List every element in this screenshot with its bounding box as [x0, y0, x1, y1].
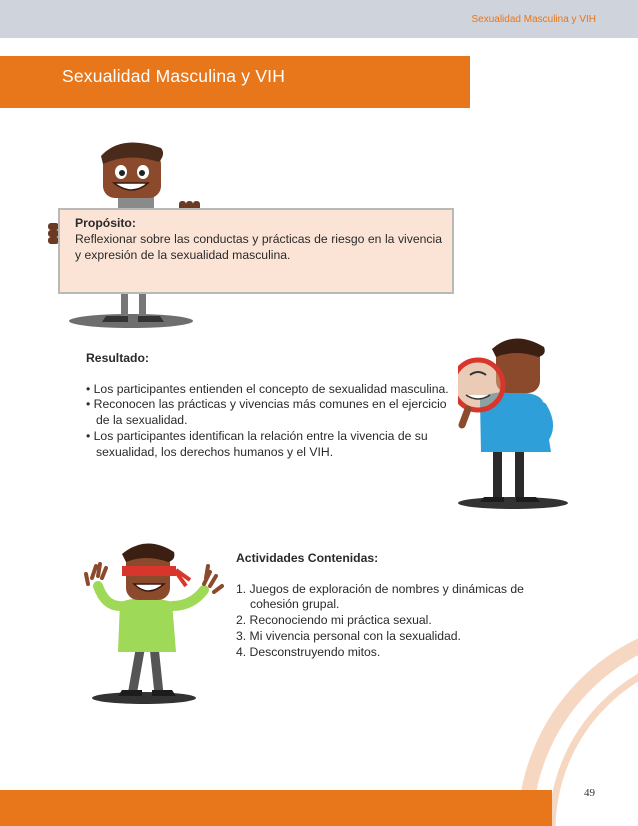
character-magnifier-illustration	[458, 335, 578, 515]
proposito-heading: Propósito:	[75, 216, 136, 230]
proposito-box	[58, 208, 454, 294]
actividades-heading: Actividades Contenidas:	[236, 551, 379, 565]
actividad-item: 3. Mi vivencia personal con la sexualidad.	[236, 628, 461, 643]
actividad-item: 4. Desconstruyendo mitos.	[236, 644, 381, 659]
resultado-item: • Reconocen las prácticas y vivencias más comunes en el ejercicio de la sexualidad.	[86, 397, 447, 428]
actividades-section	[236, 551, 576, 660]
actividad-item: 1. Juegos de exploración de nombres y dinámicas de cohesión grupal.	[236, 581, 524, 612]
resultado-heading: Resultado:	[86, 351, 149, 365]
page-number: 49	[584, 787, 595, 799]
page-title: Sexualidad Masculina y VIH	[62, 66, 286, 86]
footer-bar	[0, 790, 552, 826]
proposito-text: Reflexionar sobre las conductas y prácticas de riesgo en la vivencia y expresión de la sexualidad masculina.	[75, 232, 442, 262]
resultado-item: • Los participantes identifican la relación entre la vivencia de su sexualidad, los derechos humanos y el VIH.	[86, 428, 428, 459]
resultado-section	[86, 351, 456, 460]
character-blindfold-illustration	[82, 540, 232, 710]
actividad-item: 2. Reconociendo mi práctica sexual.	[236, 613, 432, 628]
resultado-item: • Los participantes entienden el concepto de sexualidad masculina.	[86, 381, 449, 396]
running-head: Sexualidad Masculina y VIH	[471, 14, 596, 25]
